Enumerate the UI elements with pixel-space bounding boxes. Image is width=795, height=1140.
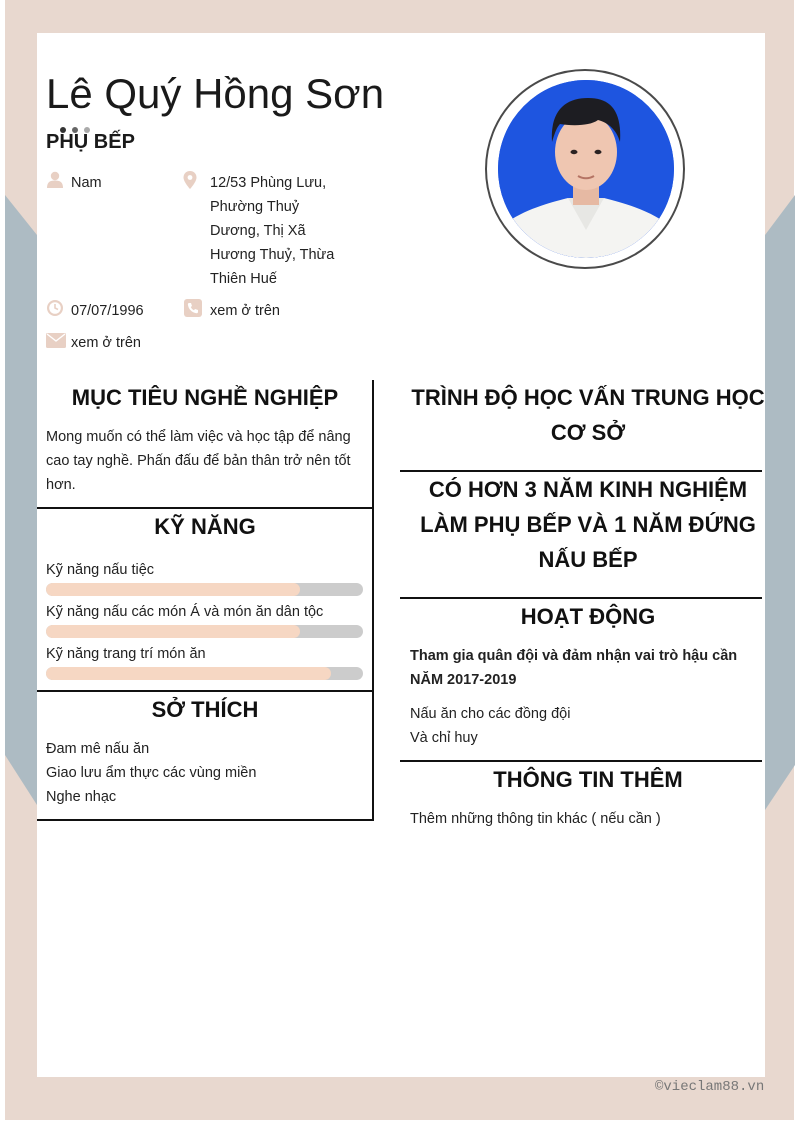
phone: xem ở trên: [210, 303, 280, 319]
address-line: Phường Thuỷ: [210, 199, 300, 215]
education-title: [400, 380, 776, 450]
objective-title: MỤC TIÊU NGHỀ NGHIỆP: [71, 385, 339, 410]
hobby-item: Nghe nhạc: [46, 789, 117, 805]
extra-info-text: Thêm những thông tin khác ( nếu cần ): [410, 811, 661, 827]
education-title-line: CƠ SỞ: [550, 420, 626, 445]
activity-detail-line: Nấu ăn cho các đồng đội: [410, 706, 571, 722]
hobby-item: Giao lưu ẩm thực các vùng miền: [46, 765, 257, 781]
objective-line: cao tay nghề. Phấn đấu để bản thân trở nên tốt: [46, 453, 351, 469]
candidate-name: Lê Quý Hồng Sơn: [46, 70, 385, 117]
address-line: Dương, Thị Xã: [210, 223, 306, 239]
skill-bar: [46, 583, 363, 596]
extra-info-title: THÔNG TIN THÊM: [493, 767, 683, 792]
address-line: Hương Thuỷ, Thừa: [210, 247, 335, 263]
activity-heading: [410, 644, 737, 692]
skills-title: KỸ NĂNG: [154, 514, 256, 539]
hobbies-list: [46, 737, 256, 809]
map-pin-icon: [183, 171, 197, 189]
skill-bar: [46, 625, 363, 638]
education-title-line: TRÌNH ĐỘ HỌC VẤN TRUNG HỌC: [411, 385, 765, 410]
skill-label: Kỹ năng nấu các món Á và món ăn dân tộc: [46, 604, 324, 620]
watermark: ©vieclam88.vn: [655, 1079, 765, 1095]
experience-title-line: LÀM PHỤ BẾP VÀ 1 NĂM ĐỨNG: [420, 512, 756, 537]
objective-line: Mong muốn có thể làm việc và học tập để nâng: [46, 429, 351, 445]
skill-bar-fill: [46, 667, 331, 680]
experience-title-line: CÓ HƠN 3 NĂM KINH NGHIỆM: [428, 477, 748, 502]
gender: Nam: [71, 175, 102, 191]
divider: [37, 819, 374, 821]
clock-icon: [46, 299, 64, 317]
hobbies-title: SỞ THÍCH: [151, 697, 259, 722]
activity-heading-line: Tham gia quân đội và đảm nhận vai trò hậu cần: [410, 648, 738, 664]
birthday: 07/07/1996: [71, 303, 144, 319]
skill-bar-fill: [46, 625, 300, 638]
address-line: Thiên Huế: [210, 271, 277, 287]
skill-bar-fill: [46, 583, 300, 596]
experience-title: [400, 472, 776, 577]
skill-bar: [46, 667, 363, 680]
avatar: [498, 80, 674, 258]
skill-label: Kỹ năng nấu tiệc: [46, 562, 155, 578]
objective-line: hơn.: [46, 477, 76, 493]
phone-icon: [184, 299, 202, 317]
objective-text: [46, 425, 371, 497]
activity-heading-line: NĂM 2017-2019: [410, 672, 517, 688]
skill-label: Kỹ năng trang trí món ăn: [46, 646, 206, 662]
email: xem ở trên: [71, 335, 141, 351]
activity-detail-line: Và chỉ huy: [410, 730, 478, 746]
address-line: 12/53 Phùng Lưu,: [210, 175, 327, 191]
job-title: PHỤ BẾP: [46, 131, 135, 153]
experience-title-line: NẤU BẾP: [538, 547, 638, 572]
hobby-item: Đam mê nấu ăn: [46, 741, 150, 757]
mail-icon: [46, 333, 66, 348]
activities-title: HOẠT ĐỘNG: [520, 604, 656, 629]
address: [210, 171, 334, 291]
left-stripe: [5, 195, 37, 815]
column-divider: [372, 380, 374, 821]
user-icon: [46, 171, 64, 189]
activity-details: [410, 702, 570, 750]
